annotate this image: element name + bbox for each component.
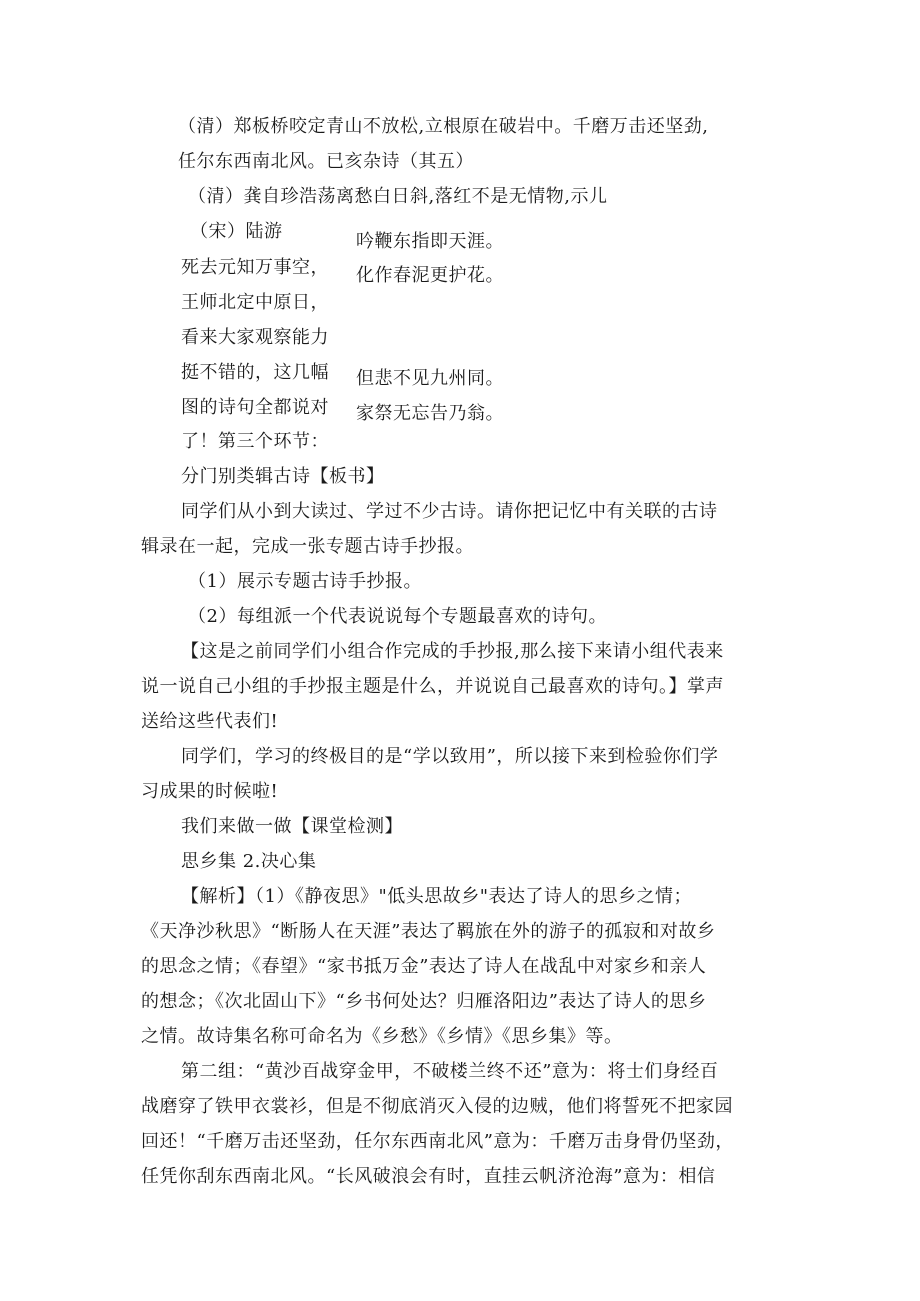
paragraph-line: 的思念之情；《春望》“家书抵万金”表达了诗人在战乱中对家乡和亲人 <box>141 956 707 977</box>
poem-line-zheng-banqiao: （清）郑板桥咬定青山不放松,立根原在破岩中。千磨万击还坚劲, <box>178 116 709 137</box>
paragraph-line: 之情。故诗集名称可命名为《乡愁》《乡情》《思乡集》等。 <box>141 1026 623 1047</box>
right-column-line: 化作春泥更护花。 <box>356 265 504 286</box>
paragraph-line: 习成果的时候啦! <box>141 781 279 802</box>
left-column-line: 死去元知万事空， <box>181 257 329 278</box>
right-column-line: 家祭无忘告乃翁。 <box>356 403 504 424</box>
paragraph-line: 第二组：“黄沙百战穿金甲，不破楼兰终不还”意为：将士们身经百 <box>181 1061 719 1082</box>
paragraph-line: 战磨穿了铁甲衣裳衫，但是不彻底消灭入侵的边贼，他们将誓死不把家园 <box>141 1096 733 1117</box>
left-column-line: 看来大家观察能力 <box>181 327 329 348</box>
paragraph-line: 我们来做一做【课堂检测】 <box>181 816 403 837</box>
left-column-line: （宋）陆游 <box>190 221 283 242</box>
paragraph-line: 【解析】（1）《静夜思》"低头思故乡"表达了诗人的思乡之情； <box>181 886 693 907</box>
paragraph-line: 同学们从小到大读过、学过不少古诗。请你把记忆中有关联的古诗 <box>181 501 718 522</box>
paragraph-line: 思乡集 2.决心集 <box>181 851 317 872</box>
paragraph-line: 《天净沙秋思》“断肠人在天涯”表达了羁旅在外的游子的孤寂和对故乡 <box>141 921 716 942</box>
paragraph-line: 说一说自己小组的手抄报主题是什么，并说说自己最喜欢的诗句。】掌声 <box>141 676 724 697</box>
right-column-line: 吟鞭东指即天涯。 <box>356 231 504 252</box>
paragraph-line: 送给这些代表们! <box>141 711 279 732</box>
left-column-line: 分门别类辑古诗【板书】 <box>181 466 385 487</box>
paragraph-line: 【这是之前同学们小组合作完成的手抄报,那么接下来请小组代表来 <box>181 641 724 662</box>
paragraph-line: 回还！“千磨万击还坚劲，任尔东西南北风”意为：千磨万击身骨仍坚劲， <box>141 1131 734 1152</box>
poem-line-gong-zizhen: （清）龚自珍浩荡离愁白日斜,落红不是无情物,示儿 <box>188 186 608 207</box>
left-column-line: 挺不错的，这几幅 <box>181 362 329 383</box>
paragraph-line: 辑录在一起，完成一张专题古诗手抄报。 <box>141 536 474 557</box>
paragraph-line: 的想念；《次北固山下》“乡书何处达？归雁洛阳边”表达了诗人的思乡 <box>141 991 707 1012</box>
list-item: （2）每组派一个代表说说每个专题最喜欢的诗句。 <box>188 606 607 627</box>
paragraph-line: 同学们，学习的终极目的是“学以致用”，所以接下来到检验你们学 <box>181 746 719 767</box>
poem-line-jihai-zashi: 任尔东西南北风。已亥杂诗（其五） <box>178 151 474 172</box>
left-column-line: 图的诗句全都说对 <box>181 397 329 418</box>
list-item: （1）展示专题古诗手抄报。 <box>188 571 422 592</box>
left-column-line: 王师北定中原日， <box>181 292 329 313</box>
left-column-line: 了！第三个环节： <box>181 431 329 452</box>
paragraph-line: 任凭你刮东西南北风。“长风破浪会有时，直挂云帆济沧海”意为：相信 <box>141 1166 716 1187</box>
right-column-line: 但悲不见九州同。 <box>356 368 504 389</box>
